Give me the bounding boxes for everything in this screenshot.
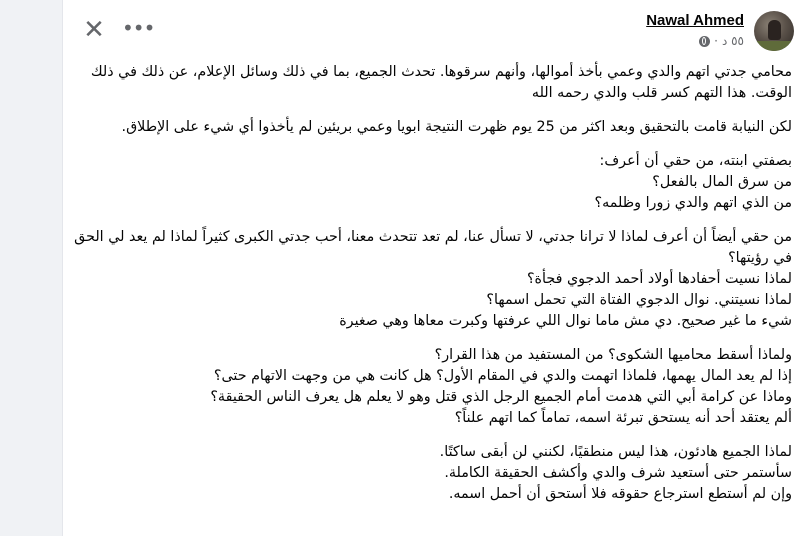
post-header xyxy=(63,0,801,62)
text-line: بصفتي ابنته، من حقي أن أعرف: xyxy=(599,153,792,169)
text-line: ألم يعتقد أحد أنه يستحق تبرئة اسمه، تماماً كما اتهم علناً؟ xyxy=(454,410,792,426)
close-icon[interactable]: ✕ xyxy=(83,15,105,45)
text-line: من سرق المال بالفعل؟ xyxy=(652,174,792,190)
post-body xyxy=(63,62,792,518)
post-paragraph xyxy=(63,442,792,505)
text-line: سأستمر حتى أستعيد شرف والدي وأكشف الحقيقة الكاملة. xyxy=(444,465,792,481)
text-line: لماذا الجميع هادئون، هذا ليس منطقيًا، لكنني لن أبقى ساكتًا. xyxy=(439,444,792,460)
meta-separator: · xyxy=(714,34,718,48)
avatar-background xyxy=(754,41,794,51)
text-line: من حقي أيضاً أن أعرف لماذا لا ترانا جدتي، لا تسأل عنا، لم تعد تتحدث معنا، أحب جدتي الكبرى كثيراً لماذا لم يعد لي الحق في رؤيتها؟ xyxy=(74,229,792,266)
text-line: من الذي اتهم والدي زورا وظلمه؟ xyxy=(594,195,792,211)
post-paragraph xyxy=(63,227,792,332)
text-line: لكن النيابة قامت بالتحقيق وبعد اكثر من 25 يوم ظهرت النتيجة ابويا وعمي بريئين لم يأخذوا أي شيء على الإطلاق. xyxy=(121,119,792,135)
post-meta xyxy=(699,34,744,48)
avatar[interactable] xyxy=(754,11,794,51)
post-paragraph xyxy=(63,345,792,429)
post-card xyxy=(62,0,801,536)
text-line: لماذا نسيت أحفادها أولاد أحمد الدجوي فجأة؟ xyxy=(526,271,792,287)
text-line: وماذا عن كرامة أبي التي هدمت أمام الجميع الرجل الذي قتل وهو لا يعلم هل يعرف الناس الحقيقة؟ xyxy=(210,389,792,405)
post-paragraph xyxy=(63,117,792,138)
avatar-figure xyxy=(768,20,781,40)
author-name[interactable]: Nawal Ahmed xyxy=(646,12,744,29)
text-line: لماذا نسيتني. نوال الدجوي الفتاة التي تحمل اسمها؟ xyxy=(486,292,792,308)
post-time[interactable]: ٥٥ د xyxy=(721,34,744,48)
post-paragraph xyxy=(63,62,792,104)
text-line: شيء ما غير صحيح. دي مش ماما نوال اللي عرفتها وكبرت معاها وهي صغيرة xyxy=(339,313,792,329)
globe-icon[interactable] xyxy=(699,36,710,47)
text-line: وإن لم أستطع استرجاع حقوقه فلا أستحق أن أحمل اسمه. xyxy=(448,486,792,502)
text-line: ولماذا أسقط محاميها الشكوى؟ من المستفيد من هذا القرار؟ xyxy=(434,347,792,363)
post-paragraph xyxy=(63,151,792,214)
more-options-icon[interactable]: ••• xyxy=(122,16,155,40)
text-line: إذا لم يعد المال يهمها، فلماذا اتهمت والدي في المقام الأول؟ هل كانت هي من وجهت الاتهام حتى؟ xyxy=(213,368,792,384)
text-line: محامي جدتي اتهم والدي وعمي بأخذ أموالها، وأنهم سرقوها. تحدث الجميع، بما في ذلك وسائل الإعلام، عن ذلك في ذلك الوقت. هذا التهم كسر قلب والدي رحمه الله xyxy=(90,64,792,101)
